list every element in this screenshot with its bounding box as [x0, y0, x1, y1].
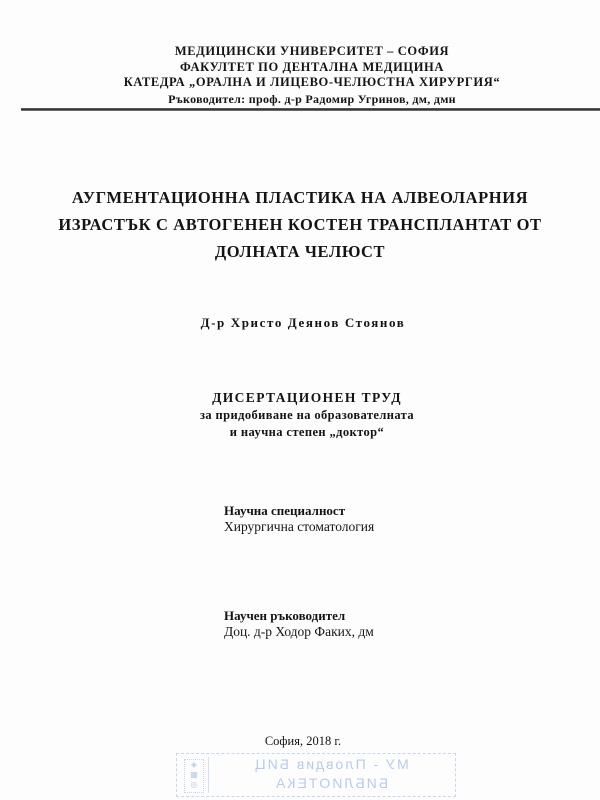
- dissertation-info: [0, 388, 600, 441]
- supervisor-label: Научен ръководител: [224, 608, 346, 623]
- university-name: МЕДИЦИНСКИ УНИВЕРСИТЕТ – СОФИЯ: [174, 44, 450, 58]
- supervisor-value: Доц. д-р Ходор Факих, дм: [224, 624, 374, 639]
- author-name: Д-р Христо Деянов Стоянов: [200, 315, 406, 330]
- specialty-value: Хирургична стоматология: [224, 519, 375, 534]
- dissertation-purpose-line-2: и научна степен „доктор“: [229, 425, 385, 439]
- faculty-name: ФАКУЛТЕТ ПО ДЕНТАЛНА МЕДИЦИНА: [180, 59, 444, 74]
- specialty-label: Научна специалност: [224, 503, 346, 518]
- library-stamp: [176, 753, 456, 797]
- header-divider: [21, 108, 600, 111]
- institution-header: [0, 44, 600, 107]
- title-line: ИЗРАСТЪК С АВТОГЕНЕН КОСТЕН ТРАНСПЛАНТАТ ОТ: [58, 215, 542, 234]
- dissertation-title: [0, 184, 600, 265]
- stamp-divider: [208, 757, 209, 793]
- stamp-text-line-1: МУ - Пловдив БИЦ: [253, 756, 409, 772]
- department-head: Ръководител: проф. д-р Радомир Угринов, дм, дмн: [168, 91, 456, 106]
- place-and-date: София, 2018 г.: [264, 734, 342, 748]
- supervisor-block: [224, 608, 374, 640]
- stamp-text-line-2: БИБЛИОТЕКА: [274, 775, 388, 791]
- title-line: АУГМЕНТАЦИОННА ПЛАСТИКА НА АЛВЕОЛАРНИЯ: [71, 188, 529, 207]
- dissertation-purpose-line-1: за придобиване на образователната: [199, 408, 415, 422]
- department-name: КАТЕДРА „ОРАЛНА И ЛИЦЕВО-ЧЕЛЮСТНА ХИРУРГИЯ“: [123, 75, 501, 89]
- specialty-block: [224, 503, 374, 535]
- dissertation-heading: ДИСЕРТАЦИОНЕН ТРУД: [212, 390, 402, 405]
- title-line: ДОЛНАТА ЧЕЛЮСТ: [214, 242, 386, 261]
- stamp-crest-icon: ◈ ▦ ◎: [184, 759, 204, 793]
